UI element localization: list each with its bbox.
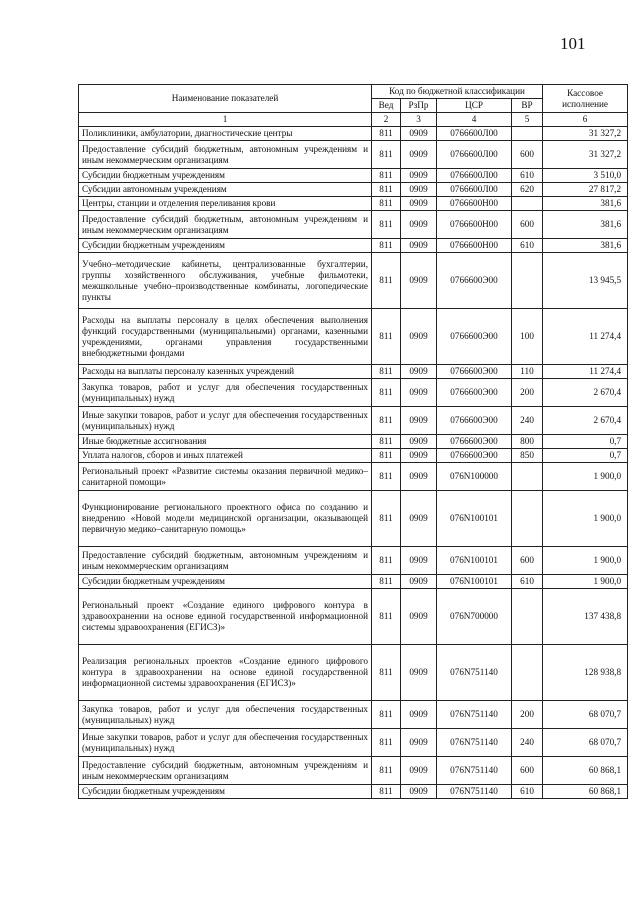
row-csr: 0766600Э00	[437, 435, 512, 449]
row-name: Расходы на выплаты персоналу казенных учреждений	[79, 365, 372, 379]
row-csr: 0766600Э00	[437, 407, 512, 435]
row-sum: 137 438,8	[543, 589, 628, 645]
row-sum: 381,6	[543, 211, 628, 239]
row-ved: 811	[372, 127, 401, 141]
row-ved: 811	[372, 211, 401, 239]
row-rzpr: 0909	[401, 701, 437, 729]
row-csr: 0766600Э00	[437, 309, 512, 365]
row-rzpr: 0909	[401, 757, 437, 785]
row-vr: 610	[512, 239, 543, 253]
row-vr: 600	[512, 757, 543, 785]
row-vr	[512, 589, 543, 645]
col-number: 3	[401, 113, 437, 127]
row-vr	[512, 253, 543, 309]
row-name: Функционирование регионального проектного офиса по созданию и внедрению «Новой модели медицинской организации, оказывающей первичную медико–санитарную помощь»	[79, 491, 372, 547]
row-rzpr: 0909	[401, 491, 437, 547]
row-rzpr: 0909	[401, 183, 437, 197]
row-vr: 610	[512, 575, 543, 589]
row-name: Субсидии бюджетным учреждениям	[79, 785, 372, 799]
row-name: Региональный проект «Развитие системы оказания первичной медико–санитарной помощи»	[79, 463, 372, 491]
row-rzpr: 0909	[401, 197, 437, 211]
row-vr: 600	[512, 141, 543, 169]
row-name: Субсидии бюджетным учреждениям	[79, 575, 372, 589]
row-ved: 811	[372, 365, 401, 379]
header-rzpr: РзПр	[401, 99, 437, 113]
row-sum: 68 070,7	[543, 729, 628, 757]
row-sum: 128 938,8	[543, 645, 628, 701]
row-ved: 811	[372, 729, 401, 757]
row-csr: 076N751140	[437, 729, 512, 757]
row-sum: 1 900,0	[543, 491, 628, 547]
row-ved: 811	[372, 463, 401, 491]
row-ved: 811	[372, 253, 401, 309]
header-amount: Кассовое исполнение	[543, 85, 628, 113]
row-ved: 811	[372, 169, 401, 183]
row-vr	[512, 127, 543, 141]
row-vr: 850	[512, 449, 543, 463]
row-ved: 811	[372, 197, 401, 211]
row-name: Иные закупки товаров, работ и услуг для обеспечения государственных (муниципальных) нужд	[79, 729, 372, 757]
row-sum: 11 274,4	[543, 309, 628, 365]
row-vr	[512, 491, 543, 547]
row-csr: 0766600Э00	[437, 365, 512, 379]
row-sum: 0,7	[543, 449, 628, 463]
row-vr: 600	[512, 547, 543, 575]
row-name: Поликлиники, амбулатории, диагностические центры	[79, 127, 372, 141]
row-name: Учебно–методические кабинеты, централизованные бухгалтерии, группы хозяйственного обслуживания, учебные фильмотеки, межшкольные учебно–производственные комбинаты, логопедические пункты	[79, 253, 372, 309]
row-csr: 076N751140	[437, 757, 512, 785]
row-vr: 800	[512, 435, 543, 449]
row-name: Предоставление субсидий бюджетным, автономным учреждениям и иным некоммерческим организациям	[79, 757, 372, 785]
row-sum: 1 900,0	[543, 463, 628, 491]
row-rzpr: 0909	[401, 785, 437, 799]
row-name: Региональный проект «Создание единого цифрового контура в здравоохранении на основе единой государственной информационной системы здравоохранения (ЕГИСЗ)»	[79, 589, 372, 645]
row-name: Предоставление субсидий бюджетным, автономным учреждениям и иным некоммерческим организациям	[79, 547, 372, 575]
row-ved: 811	[372, 183, 401, 197]
row-rzpr: 0909	[401, 547, 437, 575]
row-sum: 60 868,1	[543, 757, 628, 785]
row-vr	[512, 463, 543, 491]
row-csr: 0766600Л00	[437, 141, 512, 169]
row-vr	[512, 645, 543, 701]
row-vr: 100	[512, 309, 543, 365]
row-rzpr: 0909	[401, 449, 437, 463]
row-sum: 11 274,4	[543, 365, 628, 379]
row-rzpr: 0909	[401, 127, 437, 141]
row-sum: 68 070,7	[543, 701, 628, 729]
row-vr: 620	[512, 183, 543, 197]
row-rzpr: 0909	[401, 309, 437, 365]
row-ved: 811	[372, 785, 401, 799]
row-vr: 610	[512, 169, 543, 183]
row-sum: 1 900,0	[543, 547, 628, 575]
row-name: Центры, станции и отделения переливания крови	[79, 197, 372, 211]
header-name: Наименование показателей	[79, 85, 372, 113]
row-rzpr: 0909	[401, 407, 437, 435]
col-number: 5	[512, 113, 543, 127]
row-ved: 811	[372, 239, 401, 253]
row-name: Расходы на выплаты персоналу в целях обеспечения выполнения функций государственными (муниципальными) органами, казенными учреждениями, органами управления государственными внебюджетными фондами	[79, 309, 372, 365]
row-sum: 27 817,2	[543, 183, 628, 197]
row-rzpr: 0909	[401, 169, 437, 183]
row-ved: 811	[372, 379, 401, 407]
row-ved: 811	[372, 701, 401, 729]
row-ved: 811	[372, 575, 401, 589]
row-sum: 2 670,4	[543, 407, 628, 435]
header-csr: ЦСР	[437, 99, 512, 113]
row-csr: 076N100101	[437, 547, 512, 575]
row-name: Субсидии бюджетным учреждениям	[79, 239, 372, 253]
row-name: Закупка товаров, работ и услуг для обеспечения государственных (муниципальных) нужд	[79, 379, 372, 407]
row-csr: 0766600Э00	[437, 253, 512, 309]
row-ved: 811	[372, 757, 401, 785]
row-ved: 811	[372, 589, 401, 645]
row-name: Предоставление субсидий бюджетным, автономным учреждениям и иным некоммерческим организациям	[79, 141, 372, 169]
row-rzpr: 0909	[401, 463, 437, 491]
row-sum: 1 900,0	[543, 575, 628, 589]
header-vr: ВР	[512, 99, 543, 113]
row-ved: 811	[372, 435, 401, 449]
row-sum: 381,6	[543, 239, 628, 253]
row-ved: 811	[372, 449, 401, 463]
header-code-group: Код по бюджетной классификации	[372, 85, 543, 99]
row-sum: 13 945,5	[543, 253, 628, 309]
row-csr: 0766600Э00	[437, 379, 512, 407]
row-ved: 811	[372, 309, 401, 365]
row-csr: 076N700000	[437, 589, 512, 645]
row-csr: 0766600Л00	[437, 127, 512, 141]
row-vr: 610	[512, 785, 543, 799]
row-ved: 811	[372, 141, 401, 169]
row-csr: 0766600Н00	[437, 239, 512, 253]
row-sum: 3 510,0	[543, 169, 628, 183]
row-rzpr: 0909	[401, 141, 437, 169]
col-number: 1	[79, 113, 372, 127]
row-ved: 811	[372, 491, 401, 547]
row-vr: 200	[512, 379, 543, 407]
row-vr: 240	[512, 729, 543, 757]
row-csr: 076N100101	[437, 491, 512, 547]
row-csr: 076N100000	[437, 463, 512, 491]
row-name: Реализация региональных проектов «Создание единого цифрового контура в здравоохранении на основе единой государственной информационной системы здравоохранения (ЕГИСЗ)»	[79, 645, 372, 701]
row-csr: 0766600Н00	[437, 211, 512, 239]
row-ved: 811	[372, 407, 401, 435]
col-number: 2	[372, 113, 401, 127]
row-csr: 076N100101	[437, 575, 512, 589]
row-sum: 31 327,2	[543, 141, 628, 169]
row-sum: 0,7	[543, 435, 628, 449]
row-rzpr: 0909	[401, 645, 437, 701]
row-rzpr: 0909	[401, 379, 437, 407]
row-ved: 811	[372, 645, 401, 701]
row-rzpr: 0909	[401, 575, 437, 589]
row-name: Иные закупки товаров, работ и услуг для обеспечения государственных (муниципальных) нужд	[79, 407, 372, 435]
row-rzpr: 0909	[401, 589, 437, 645]
row-csr: 076N751140	[437, 785, 512, 799]
row-vr: 240	[512, 407, 543, 435]
row-csr: 076N751140	[437, 701, 512, 729]
row-rzpr: 0909	[401, 239, 437, 253]
col-number: 6	[543, 113, 628, 127]
row-rzpr: 0909	[401, 253, 437, 309]
row-name: Предоставление субсидий бюджетным, автономным учреждениям и иным некоммерческим организациям	[79, 211, 372, 239]
page-number: 101	[560, 34, 586, 53]
row-name: Иные бюджетные ассигнования	[79, 435, 372, 449]
row-ved: 811	[372, 547, 401, 575]
row-vr: 110	[512, 365, 543, 379]
row-vr	[512, 197, 543, 211]
row-csr: 076N751140	[437, 645, 512, 701]
row-rzpr: 0909	[401, 435, 437, 449]
row-sum: 381,6	[543, 197, 628, 211]
row-sum: 2 670,4	[543, 379, 628, 407]
row-vr: 200	[512, 701, 543, 729]
row-name: Закупка товаров, работ и услуг для обеспечения государственных (муниципальных) нужд	[79, 701, 372, 729]
row-csr: 0766600Н00	[437, 197, 512, 211]
row-vr: 600	[512, 211, 543, 239]
row-name: Субсидии бюджетным учреждениям	[79, 169, 372, 183]
header-ved: Вед	[372, 99, 401, 113]
row-name: Уплата налогов, сборов и иных платежей	[79, 449, 372, 463]
row-sum: 60 868,1	[543, 785, 628, 799]
row-csr: 0766600Л00	[437, 183, 512, 197]
row-rzpr: 0909	[401, 729, 437, 757]
row-rzpr: 0909	[401, 211, 437, 239]
row-name: Субсидии автономным учреждениям	[79, 183, 372, 197]
budget-table	[78, 84, 628, 799]
row-sum: 31 327,2	[543, 127, 628, 141]
row-rzpr: 0909	[401, 365, 437, 379]
row-csr: 0766600Л00	[437, 169, 512, 183]
col-number: 4	[437, 113, 512, 127]
row-csr: 0766600Э00	[437, 449, 512, 463]
